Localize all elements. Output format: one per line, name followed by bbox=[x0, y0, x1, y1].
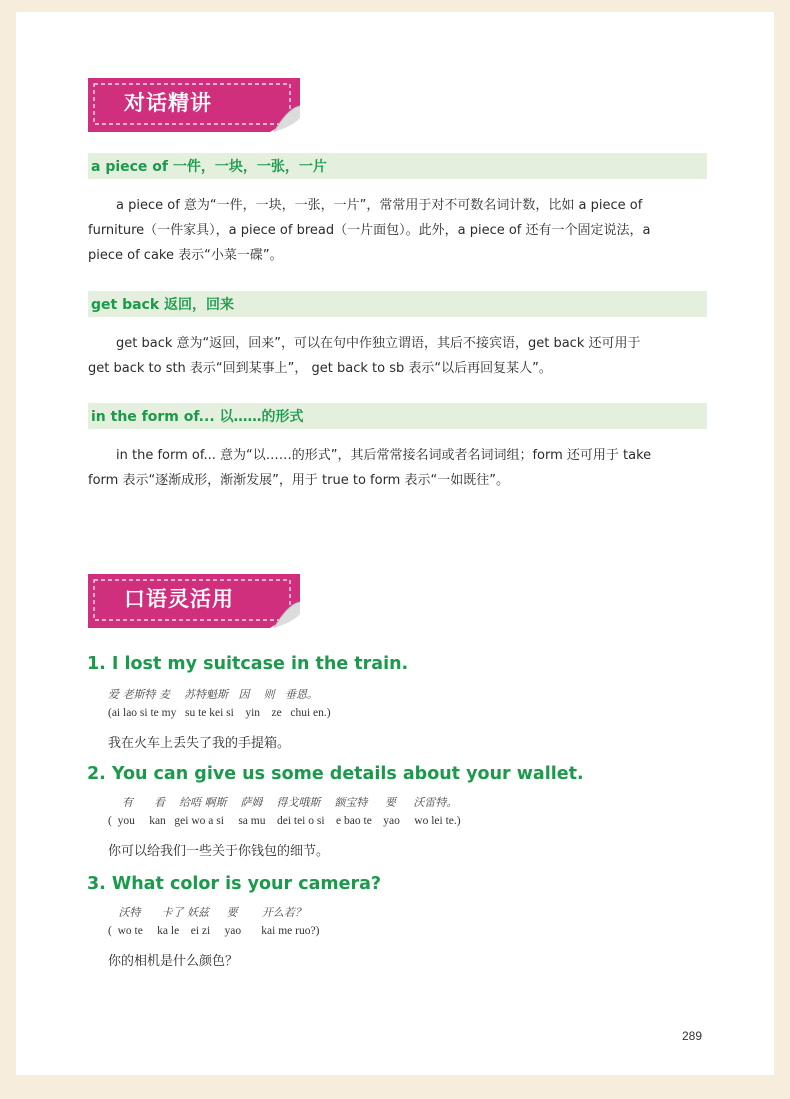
chinese-pronunciation: 沃特 卡了 妖兹 要 开么若？ bbox=[108, 906, 306, 919]
chinese-translation: 你的相机是什么颜色？ bbox=[108, 954, 239, 969]
pinyin-pronunciation: ( you kan gei wo a si sa mu dei tei o si e bao te yao wo lei te.) bbox=[108, 815, 461, 827]
phrase-heading-text: get back 返回，回来 bbox=[91, 297, 235, 313]
page-number: 289 bbox=[682, 1029, 703, 1043]
explanation-line: a piece of 意为“一件，一块，一张，一片”，常常用于对不可数名词计数，比如 a piece of bbox=[116, 198, 643, 213]
example-sentence: 3. What color is your camera? bbox=[87, 874, 382, 894]
phrase-heading-text: a piece of 一件，一块，一张，一片 bbox=[91, 159, 327, 175]
explanation-line: get back to sth 表示“回到某事上”， get back to sb 表示“以后再回复某人”。 bbox=[88, 361, 552, 376]
phrase-heading bbox=[88, 291, 707, 317]
explanation-line: form 表示“逐渐成形，渐渐发展”，用于 true to form 表示“一如既往”。 bbox=[88, 473, 509, 488]
explanation-line: piece of cake 表示“小菜一碟”。 bbox=[88, 248, 283, 263]
section-banner-speaking bbox=[88, 574, 300, 626]
chinese-pronunciation: 爱 老斯特 麦 苏特魁斯 因 则 垂恩。 bbox=[108, 688, 318, 701]
pinyin-pronunciation: (ai lao si te my su te kei si yin ze chui en.) bbox=[108, 707, 331, 719]
section-title: 口语灵活用 bbox=[124, 587, 234, 611]
chinese-pronunciation: 有 看 给唔 啊斯 萨姆 得戈哦斯 额宝特 要 沃雷特。 bbox=[108, 796, 458, 809]
section-title: 对话精讲 bbox=[124, 91, 212, 115]
pinyin-pronunciation: ( wo te ka le ei zi yao kai me ruo?) bbox=[108, 925, 320, 937]
example-sentence: 1. I lost my suitcase in the train. bbox=[87, 654, 409, 674]
phrase-heading bbox=[88, 403, 707, 429]
example-sentence: 2. You can give us some details about your wallet. bbox=[87, 764, 584, 784]
explanation-line: in the form of... 意为“以……的形式”，其后常常接名词或者名词词组；form 还可用于 take bbox=[116, 448, 652, 463]
phrase-heading-text: in the form of... 以……的形式 bbox=[91, 409, 304, 425]
chinese-translation: 你可以给我们一些关于你钱包的细节。 bbox=[108, 844, 330, 859]
explanation-line: get back 意为“返回，回来”，可以在句中作独立谓语，其后不接宾语，get back 还可用于 bbox=[116, 336, 641, 351]
chinese-translation: 我在火车上丢失了我的手提箱。 bbox=[108, 736, 291, 751]
explanation-line: furniture（一件家具），a piece of bread（一片面包）。此外，a piece of 还有一个固定说法，a bbox=[88, 223, 651, 238]
phrase-heading bbox=[88, 153, 707, 179]
section-banner-dialogue bbox=[88, 78, 300, 130]
book-page bbox=[16, 12, 774, 1075]
